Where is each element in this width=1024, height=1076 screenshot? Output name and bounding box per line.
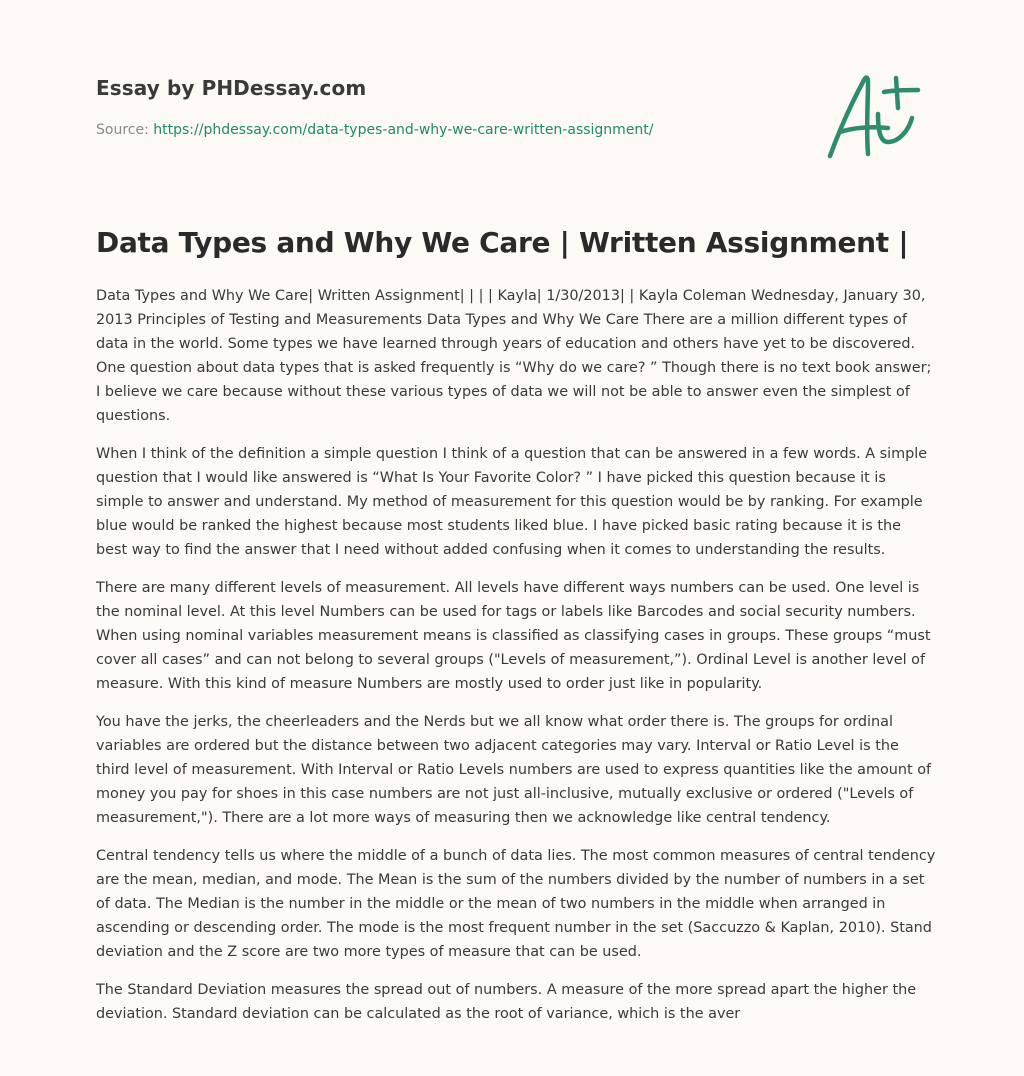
essay-paragraph: The Standard Deviation measures the spread out of numbers. A measure of the more spread apart the higher the deviation. Standard deviation can be calculated as the root of variance, which is the aver [96, 982, 917, 1022]
essay-paragraph: There are many different levels of measurement. All levels have different ways numbers can be used. One level is the nominal level. At this level Numbers can be used for tags or labels like Barcodes and social security numbers. When using nominal variables measurement means is classified as classifying cases in groups. These groups “must cover all cases” and can not belong to several groups ("Levels of measurement,”). Ordinal Level is another level of measure. With this kind of measure Numbers are mostly used to order just like in popularity. [96, 580, 931, 692]
essay-paragraph: Data Types and Why We Care| Written Assignment| | | | Kayla| 1/30/2013| | Kayla Coleman Wednesday, January 30, 2013 Principles of Testing and Measurements Data Types and Why We Care There are a million different types of data in the world. Some types we have learned through years of education and others have yet to be discovered. One question about data types that is asked frequently is “Why do we care? ” Though there is no text book answer; I believe we care because without these various types of data we will not be able to answer even the simplest of questions. [96, 288, 932, 424]
essay-paragraph: You have the jerks, the cheerleaders and the Nerds but we all know what order there is. The groups for ordinal variables are ordered but the distance between two adjacent categories may vary. Interval or Ratio Level is the third level of measurement. With Interval or Ratio Levels numbers are used to express quantities like the amount of money you pay for shoes in this case numbers are not just all-inclusive, mutually exclusive or ordered ("Levels of measurement,"). There are a lot more ways of measuring then we acknowledge like central tendency. [96, 714, 932, 826]
source-line [96, 122, 796, 138]
source-link[interactable]: https://phdessay.com/data-types-and-why-we-care-written-assignment/ [153, 122, 654, 138]
site-header [96, 76, 796, 138]
source-label: Source: [96, 122, 149, 138]
essay-paragraph: Central tendency tells us where the middle of a bunch of data lies. The most common measures of central tendency are the mean, median, and mode. The Mean is the sum of the numbers divided by the number of numbers in a set of data. The Median is the number in the middle or the mean of two numbers in the middle when arranged in ascending or descending order. The mode is the most frequent number in the set (Saccuzzo & Kaplan, 2010). Stand deviation and the Z score are two more types of measure that can be used. [96, 848, 936, 960]
essay-title: Data Types and Why We Care | Written Assignment | [96, 226, 909, 259]
brand-title: Essay by PHDessay.com [96, 76, 367, 100]
a-plus-logo-icon [822, 68, 926, 164]
essay-paragraph: When I think of the definition a simple question I think of a question that can be answered in a few words. A simple question that I would like answered is “What Is Your Favorite Color? ” I have picked this question because it is simple to answer and understand. My method of measurement for this question would be by ranking. For example blue would be ranked the highest because most students liked blue. I have picked basic rating because it is the best way to find the answer that I need without added confusing when it comes to understanding the results. [96, 446, 928, 558]
essay-body [96, 284, 936, 1040]
